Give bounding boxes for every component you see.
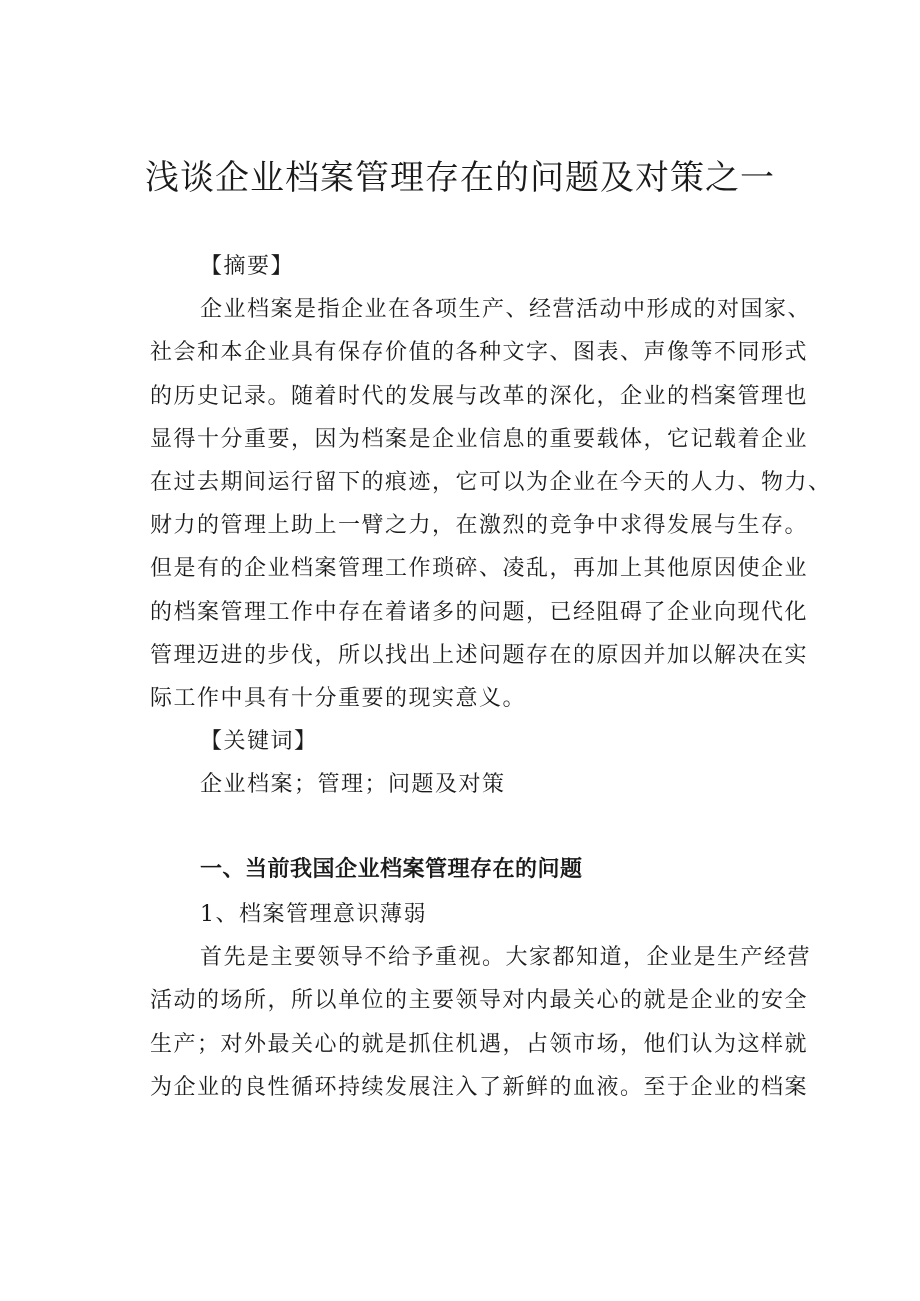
abstract-line: 但是有的企业档案管理工作琐碎、凌乱，再加上其他原因使企业 — [150, 556, 809, 582]
abstract-line: 管理迈进的步伐，所以找出上述问题存在的原因并加以解决在实 — [150, 642, 809, 668]
document-title: 浅谈企业档案管理存在的问题及对策之一 — [145, 158, 775, 198]
section-line: 首先是主要领导不给予重视。大家都知道，企业是生产经营 — [200, 945, 812, 971]
subsection-heading: 1、档案管理意识薄弱 — [200, 902, 427, 927]
abstract-block — [150, 245, 832, 806]
abstract-line: 财力的管理上助上一臂之力，在激烈的竞争中求得发展与生存。 — [150, 513, 809, 539]
section-line: 生产；对外最关心的就是抓住机遇，占领市场，他们认为这样就 — [150, 1031, 809, 1057]
abstract-line: 的档案管理工作中存在着诸多的问题，已经阻碍了企业向现代化 — [150, 599, 809, 625]
keywords-label: 【关键词】 — [200, 729, 318, 755]
abstract-label: 【摘要】 — [200, 254, 295, 279]
abstract-line: 社会和本企业具有保存价值的各种文字、图表、声像等不同形式 — [150, 340, 809, 366]
section-heading: 一、当前我国企业档案管理存在的问题 — [200, 857, 583, 882]
section1-block — [150, 893, 810, 1109]
keywords-text: 企业档案；管理；问题及对策 — [200, 772, 506, 798]
abstract-line: 企业档案是指企业在各项生产、经营活动中形成的对国家、 — [200, 297, 812, 323]
abstract-line: 显得十分重要，因为档案是企业信息的重要载体，它记载着企业 — [150, 426, 809, 452]
abstract-line: 在过去期间运行留下的痕迹，它可以为企业在今天的人力、物力、 — [150, 469, 832, 495]
abstract-line: 际工作中具有十分重要的现实意义。 — [150, 685, 527, 711]
section-line: 为企业的良性循环持续发展注入了新鲜的血液。至于企业的档案 — [150, 1074, 809, 1100]
section-line: 活动的场所，所以单位的主要领导对内最关心的就是企业的安全 — [150, 988, 809, 1014]
abstract-line: 的历史记录。随着时代的发展与改革的深化，企业的档案管理也 — [150, 383, 809, 409]
